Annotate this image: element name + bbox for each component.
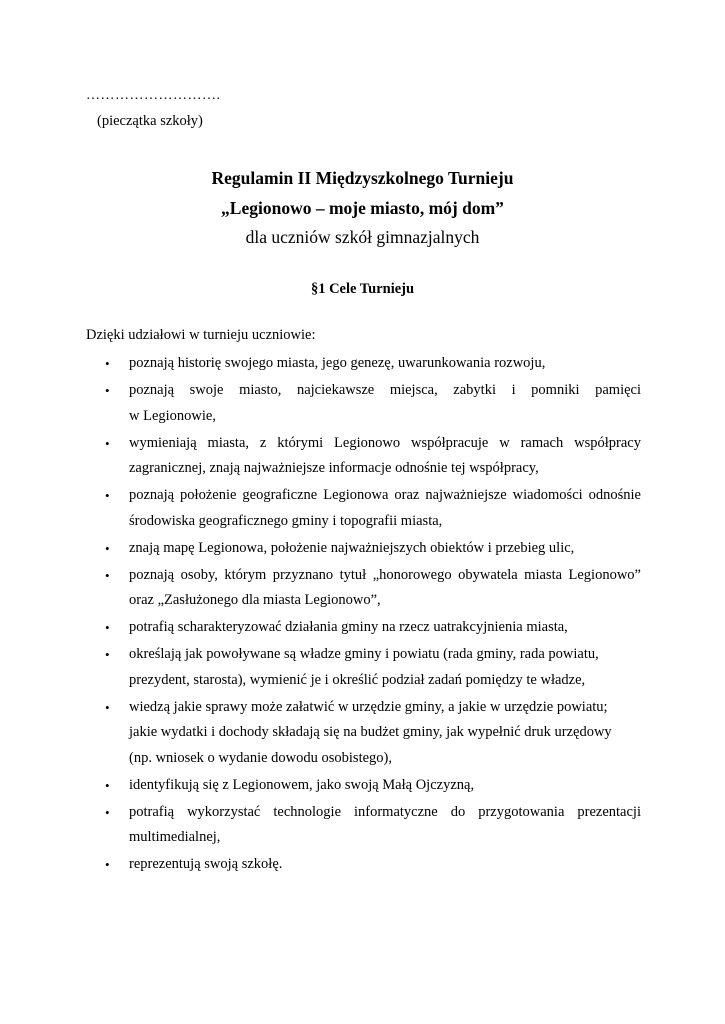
section-heading: §1 Cele Turnieju	[310, 281, 415, 297]
list-item	[86, 615, 641, 641]
list-item-line: reprezentują swoją szkołę.	[129, 856, 283, 872]
document-audience: dla uczniów szkół gimnazjalnych	[245, 227, 480, 247]
bullet-icon: •	[105, 435, 110, 451]
school-stamp-label: (pieczątka szkoły)	[97, 113, 203, 129]
goals-list	[86, 351, 641, 879]
bullet-icon: •	[105, 540, 110, 556]
list-item	[86, 852, 641, 878]
bullet-icon: •	[105, 488, 110, 503]
list-item-line: identyfikują się z Legionowem, jako swoją Małą Ojczyzną,	[129, 776, 475, 793]
list-item	[86, 536, 641, 562]
bullet-icon: •	[105, 804, 110, 820]
list-item	[86, 431, 641, 482]
bullet-icon: •	[105, 383, 110, 398]
stamp-dotted-line: ……………………….	[86, 88, 221, 103]
list-item-line: jakie wydatki i dochody składają się na budżet gminy, jak wypełnić druk urzędowy	[129, 724, 612, 740]
document-subtitle: „Legionowo – moje miasto, mój dom”	[221, 198, 504, 218]
bullet-icon: •	[105, 699, 110, 715]
list-item-line: środowiska geograficznego gminy i topografii miasta,	[129, 512, 443, 529]
list-item-line: poznają osoby, którym przyznano tytuł „honorowego obywatela miasta Legionowo”	[129, 566, 641, 583]
list-item-line: (np. wniosek o wydanie dowodu osobistego),	[129, 749, 392, 766]
bullet-icon: •	[105, 857, 110, 872]
bullet-icon: •	[105, 356, 110, 371]
list-item-line: poznają historię swojego miasta, jego genezę, uwarunkowania rozwoju,	[129, 355, 546, 371]
bullet-icon: •	[105, 620, 110, 635]
list-item	[86, 563, 641, 614]
list-item-line: wiedzą jakie sprawy może załatwić w urzędzie gminy, a jakie w urzędzie powiatu;	[129, 698, 608, 715]
list-item	[86, 378, 641, 429]
document-title: Regulamin II Międzyszkolnego Turnieju	[211, 168, 514, 188]
bullet-icon: •	[105, 777, 110, 793]
list-item-line: potrafią wykorzystać technologie informatyczne do przygotowania prezentacji	[129, 803, 641, 820]
list-item-line: oraz „Zasłużonego dla miasta Legionowo”,	[129, 592, 381, 608]
list-item-line: prezydent, starosta), wymienić je i określić podział zadań pomiędzy te władze,	[129, 671, 586, 688]
list-item-line: w Legionowie,	[129, 407, 216, 424]
list-item-line: znają mapę Legionowa, położenie najważniejszych obiektów i przebieg ulic,	[129, 539, 575, 556]
list-item-line: poznają swoje miasto, najciekawsze miejsca, zabytki i pomniki pamięci	[129, 382, 641, 398]
list-item	[86, 351, 641, 377]
list-item-line: poznają położenie geograficzne Legionowa oraz najważniejsze wiadomości odnośnie	[129, 487, 641, 503]
list-item-line: zagranicznej, znają najważniejsze informacje odnośnie tej współpracy,	[129, 460, 539, 476]
list-item-line: potrafią scharakteryzować działania gminy na rzecz uatrakcyjnienia miasta,	[129, 619, 568, 635]
section-intro: Dzięki udziałowi w turnieju uczniowie:	[86, 327, 316, 343]
list-item	[86, 642, 641, 693]
list-item	[86, 695, 641, 772]
list-item-line: wymieniają miasta, z którymi Legionowo współpracuje w ramach współpracy	[129, 434, 641, 451]
list-item-line: multimedialnej,	[129, 829, 221, 845]
list-item	[86, 483, 641, 534]
bullet-icon: •	[105, 567, 110, 583]
list-item	[86, 773, 641, 799]
list-item	[86, 800, 641, 851]
bullet-icon: •	[105, 647, 110, 662]
list-item-line: określają jak powoływane są władze gminy i powiatu (rada gminy, rada powiatu,	[129, 646, 599, 662]
